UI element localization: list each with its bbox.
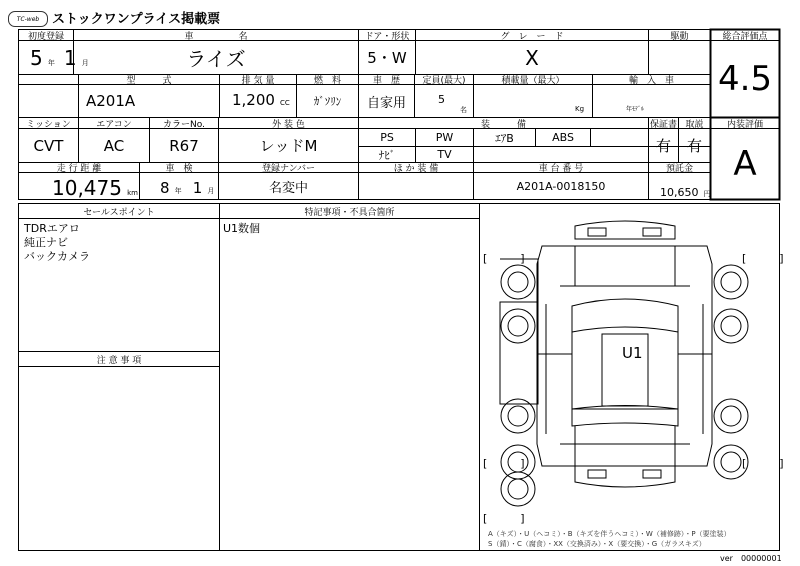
- cc-unit: CC: [280, 99, 290, 107]
- car-name-value: ライズ: [186, 47, 246, 71]
- chassis-no-value: A201A-0018150: [516, 179, 606, 193]
- legend-line-2: S（錆）・C（腐食）・XX（交換済み）・X（要交換）・G（ガラスキズ）: [488, 540, 706, 548]
- capacity-unit: 名: [460, 106, 467, 114]
- km-unit: km: [127, 189, 138, 197]
- equipment-item: ﾅﾋﾞ: [378, 148, 396, 162]
- label-mission: ミッション: [26, 119, 71, 130]
- label-car-name: 車 名: [184, 31, 248, 42]
- label-fuel: 燃 料: [313, 76, 341, 86]
- notes-item: U1数個: [223, 222, 261, 235]
- model-value: A201A: [86, 92, 136, 110]
- deposit-value: [660, 181, 711, 200]
- legend-line-1: A（キズ）・U（ヘコミ）・B（キズを伴うヘコミ）・W（補修跡）・P（要塗装）: [488, 530, 731, 538]
- label-mileage: 走 行 距 離: [56, 164, 102, 174]
- version-label: ver 00000001: [720, 554, 782, 563]
- car-diagram: [480, 204, 779, 550]
- mission-value: CVT: [33, 136, 64, 155]
- warranty-value: 有: [655, 137, 671, 155]
- plate-value: 名変中: [268, 180, 308, 196]
- import-unit: 年ﾓﾃﾞﾙ: [626, 106, 645, 113]
- label-total-score: 総合評価点: [722, 31, 768, 42]
- capacity-value: 5: [438, 93, 445, 106]
- displacement-number: 1,200: [232, 91, 275, 109]
- aircon-value: AC: [103, 136, 125, 155]
- fuel-value: ｶﾞｿﾘﾝ: [313, 95, 342, 108]
- label-history: 車 歴: [372, 76, 400, 86]
- door-type-value: 5・W: [367, 49, 407, 67]
- bracket-rear-right: [ ]: [742, 457, 784, 470]
- deposit-number: 10,650: [660, 186, 699, 199]
- inspection-value: [160, 178, 214, 197]
- equipment-item: ABS: [552, 131, 574, 144]
- label-load: 積載量（最大）: [501, 76, 565, 86]
- label-plate: 登録ナンバー: [262, 164, 315, 174]
- year-unit: 年: [174, 187, 182, 195]
- label-notes: 特記事項・不具合箇所: [304, 207, 395, 218]
- drive-value: [649, 41, 710, 74]
- displacement-value: [232, 90, 290, 109]
- sales-points-list: [24, 222, 90, 264]
- label-warranty: 保証書: [649, 119, 677, 130]
- label-import: 輸 入 車: [628, 76, 674, 86]
- label-door-type: ドア・形状: [364, 31, 410, 42]
- label-interior-score: 内装評価: [726, 119, 763, 130]
- first-reg-year: 5: [30, 46, 43, 70]
- label-grade: グ レ ー ド: [500, 31, 564, 42]
- label-displacement: 排 気 量: [241, 76, 275, 86]
- damage-mark: U1: [622, 344, 643, 362]
- label-chassis-no: 車 台 番 号: [538, 164, 584, 174]
- label-sales-points: セールスポイント: [83, 207, 155, 218]
- mileage-value: [52, 176, 138, 200]
- exterior-color-value: レッドM: [259, 137, 318, 155]
- label-aircon: エアコン: [96, 119, 132, 130]
- manual-value: 有: [686, 137, 702, 155]
- equipment-item: TV: [437, 148, 452, 161]
- list-item: TDRエアロ: [24, 222, 80, 235]
- label-other-equipment: ほ か 装 備: [393, 164, 439, 174]
- bracket-front-left: [ ]: [483, 252, 525, 265]
- label-color-no: カラーNo.: [163, 119, 205, 130]
- mileage-number: 10,475: [52, 176, 122, 200]
- list-item: 純正ナビ: [24, 236, 68, 249]
- color-no-value: R67: [169, 136, 199, 155]
- label-capacity: 定員(最大): [422, 76, 466, 86]
- label-exterior-color: 外 装 色: [272, 119, 305, 130]
- label-model: 型 式: [126, 76, 172, 86]
- equipment-item: ｴｱB: [495, 131, 514, 145]
- equipment-item: PW: [435, 131, 454, 144]
- label-inspection: 車 検: [165, 164, 193, 174]
- interior-score-value: A: [733, 144, 757, 184]
- label-manual: 取説: [685, 119, 704, 130]
- load-unit: Kg: [575, 105, 585, 113]
- inspection-year: 8: [160, 179, 170, 197]
- history-value: 自家用: [366, 95, 406, 111]
- month-unit: 月: [81, 59, 89, 67]
- bracket-rear-left: [ ]: [483, 457, 525, 470]
- year-unit: 年: [47, 59, 55, 67]
- inspection-month: 1: [192, 179, 203, 197]
- label-first-reg: 初度登録: [27, 31, 64, 42]
- month-unit: 月: [207, 187, 215, 195]
- label-caution: 注 意 事 項: [96, 355, 142, 366]
- total-score-value: 4.5: [717, 59, 773, 99]
- bracket-spare: [ ]: [483, 512, 525, 525]
- page-title: ストックワンプライス掲載票: [52, 12, 221, 27]
- label-drive: 駆動: [670, 31, 689, 42]
- list-item: バックカメラ: [24, 250, 90, 263]
- grade-value: X: [525, 45, 539, 70]
- logo: TC-web: [8, 11, 48, 27]
- first-reg-month: 1: [63, 46, 77, 70]
- label-deposit: 預託金: [665, 164, 693, 174]
- equipment-item: PS: [380, 131, 394, 144]
- label-equipment: 装 備: [480, 119, 526, 130]
- yen-unit: 円: [703, 190, 711, 198]
- bracket-front-right: [ ]: [742, 252, 784, 265]
